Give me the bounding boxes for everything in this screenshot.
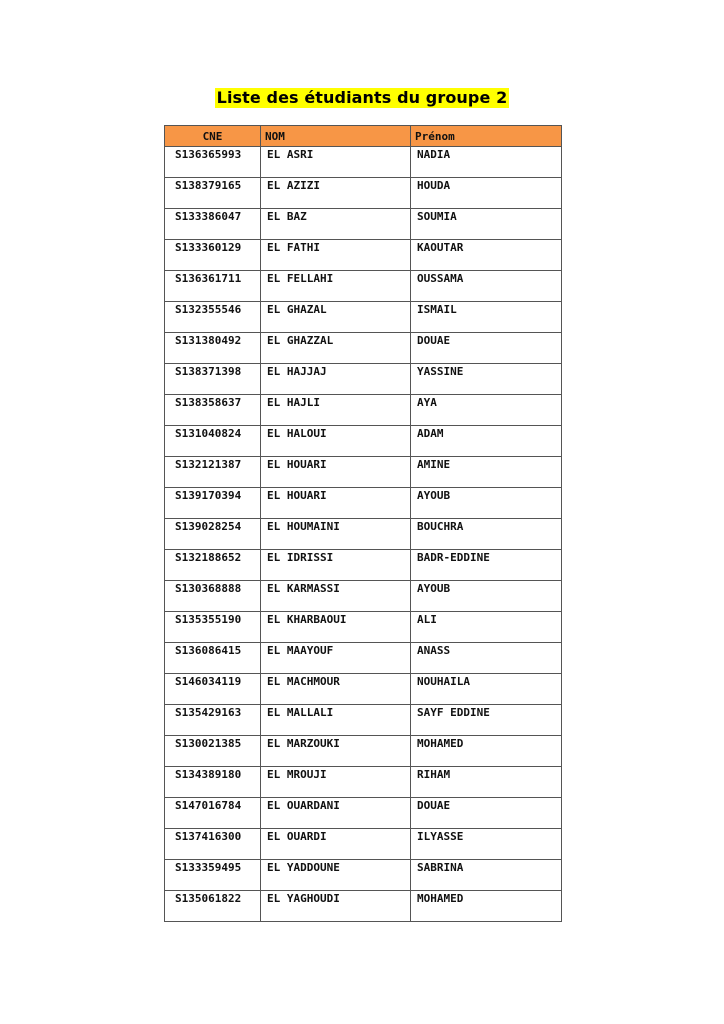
cell-nom: EL KARMASSI <box>261 581 411 612</box>
header-prenom: Prénom <box>411 126 562 147</box>
cell-prenom: ALI <box>411 612 562 643</box>
cell-nom: EL MACHMOUR <box>261 674 411 705</box>
cell-cne: S138358637 <box>165 395 261 426</box>
cell-prenom: AYOUB <box>411 581 562 612</box>
cell-nom: EL YADDOUNE <box>261 860 411 891</box>
students-table <box>164 125 562 922</box>
cell-cne: S139170394 <box>165 488 261 519</box>
cell-cne: S133360129 <box>165 240 261 271</box>
cell-nom: EL FATHI <box>261 240 411 271</box>
cell-nom: EL HALOUI <box>261 426 411 457</box>
table-row <box>165 519 562 550</box>
cell-prenom: ILYASSE <box>411 829 562 860</box>
cell-cne: S134389180 <box>165 767 261 798</box>
cell-nom: EL KHARBAOUI <box>261 612 411 643</box>
table-row <box>165 426 562 457</box>
cell-prenom: SAYF EDDINE <box>411 705 562 736</box>
table-row <box>165 178 562 209</box>
table-row <box>165 488 562 519</box>
cell-cne: S136361711 <box>165 271 261 302</box>
cell-nom: EL ASRI <box>261 147 411 178</box>
title-wrapper <box>0 88 724 108</box>
cell-nom: EL OUARDI <box>261 829 411 860</box>
header-cne: CNE <box>165 126 261 147</box>
cell-cne: S137416300 <box>165 829 261 860</box>
page-title: Liste des étudiants du groupe 2 <box>216 88 508 107</box>
cell-cne: S138371398 <box>165 364 261 395</box>
table-row <box>165 240 562 271</box>
cell-cne: S135429163 <box>165 705 261 736</box>
table-body <box>165 147 562 922</box>
cell-cne: S132355546 <box>165 302 261 333</box>
table-row <box>165 147 562 178</box>
cell-prenom: ANASS <box>411 643 562 674</box>
table-row <box>165 705 562 736</box>
cell-prenom: AYA <box>411 395 562 426</box>
cell-nom: EL GHAZZAL <box>261 333 411 364</box>
cell-cne: S136365993 <box>165 147 261 178</box>
cell-nom: EL GHAZAL <box>261 302 411 333</box>
cell-cne: S135355190 <box>165 612 261 643</box>
cell-cne: S136086415 <box>165 643 261 674</box>
cell-prenom: AMINE <box>411 457 562 488</box>
cell-cne: S133359495 <box>165 860 261 891</box>
cell-prenom: BADR-EDDINE <box>411 550 562 581</box>
cell-nom: EL HAJLI <box>261 395 411 426</box>
cell-nom: EL HAJJAJ <box>261 364 411 395</box>
table-row <box>165 612 562 643</box>
cell-prenom: OUSSAMA <box>411 271 562 302</box>
cell-nom: EL FELLAHI <box>261 271 411 302</box>
cell-prenom: AYOUB <box>411 488 562 519</box>
cell-nom: EL AZIZI <box>261 178 411 209</box>
cell-nom: EL MALLALI <box>261 705 411 736</box>
cell-nom: EL OUARDANI <box>261 798 411 829</box>
cell-prenom: SABRINA <box>411 860 562 891</box>
table-row <box>165 674 562 705</box>
cell-nom: EL IDRISSI <box>261 550 411 581</box>
table-row <box>165 767 562 798</box>
cell-cne: S133386047 <box>165 209 261 240</box>
cell-cne: S132188652 <box>165 550 261 581</box>
cell-cne: S135061822 <box>165 891 261 922</box>
cell-nom: EL MAAYOUF <box>261 643 411 674</box>
cell-cne: S146034119 <box>165 674 261 705</box>
table-row <box>165 550 562 581</box>
cell-prenom: DOUAE <box>411 333 562 364</box>
cell-prenom: MOHAMED <box>411 736 562 767</box>
header-nom: NOM <box>261 126 411 147</box>
cell-nom: EL YAGHOUDI <box>261 891 411 922</box>
cell-prenom: NOUHAILA <box>411 674 562 705</box>
cell-prenom: ISMAIL <box>411 302 562 333</box>
cell-nom: EL HOUMAINI <box>261 519 411 550</box>
table-row <box>165 860 562 891</box>
cell-nom: EL MROUJI <box>261 767 411 798</box>
table-row <box>165 209 562 240</box>
cell-cne: S131040824 <box>165 426 261 457</box>
table-row <box>165 457 562 488</box>
table-header-row <box>165 126 562 147</box>
cell-cne: S130368888 <box>165 581 261 612</box>
cell-cne: S147016784 <box>165 798 261 829</box>
cell-cne: S138379165 <box>165 178 261 209</box>
cell-prenom: BOUCHRA <box>411 519 562 550</box>
cell-prenom: HOUDA <box>411 178 562 209</box>
table-row <box>165 891 562 922</box>
table-row <box>165 395 562 426</box>
table-row <box>165 364 562 395</box>
cell-cne: S132121387 <box>165 457 261 488</box>
cell-prenom: KAOUTAR <box>411 240 562 271</box>
table-row <box>165 302 562 333</box>
cell-cne: S130021385 <box>165 736 261 767</box>
cell-prenom: DOUAE <box>411 798 562 829</box>
table-row <box>165 829 562 860</box>
cell-nom: EL HOUARI <box>261 488 411 519</box>
cell-prenom: YASSINE <box>411 364 562 395</box>
cell-nom: EL HOUARI <box>261 457 411 488</box>
cell-cne: S131380492 <box>165 333 261 364</box>
table-row <box>165 736 562 767</box>
cell-prenom: RIHAM <box>411 767 562 798</box>
cell-prenom: NADIA <box>411 147 562 178</box>
table-row <box>165 581 562 612</box>
cell-nom: EL MARZOUKI <box>261 736 411 767</box>
cell-nom: EL BAZ <box>261 209 411 240</box>
table-row <box>165 333 562 364</box>
cell-cne: S139028254 <box>165 519 261 550</box>
cell-prenom: ADAM <box>411 426 562 457</box>
cell-prenom: MOHAMED <box>411 891 562 922</box>
table-row <box>165 643 562 674</box>
table-row <box>165 798 562 829</box>
cell-prenom: SOUMIA <box>411 209 562 240</box>
table-row <box>165 271 562 302</box>
